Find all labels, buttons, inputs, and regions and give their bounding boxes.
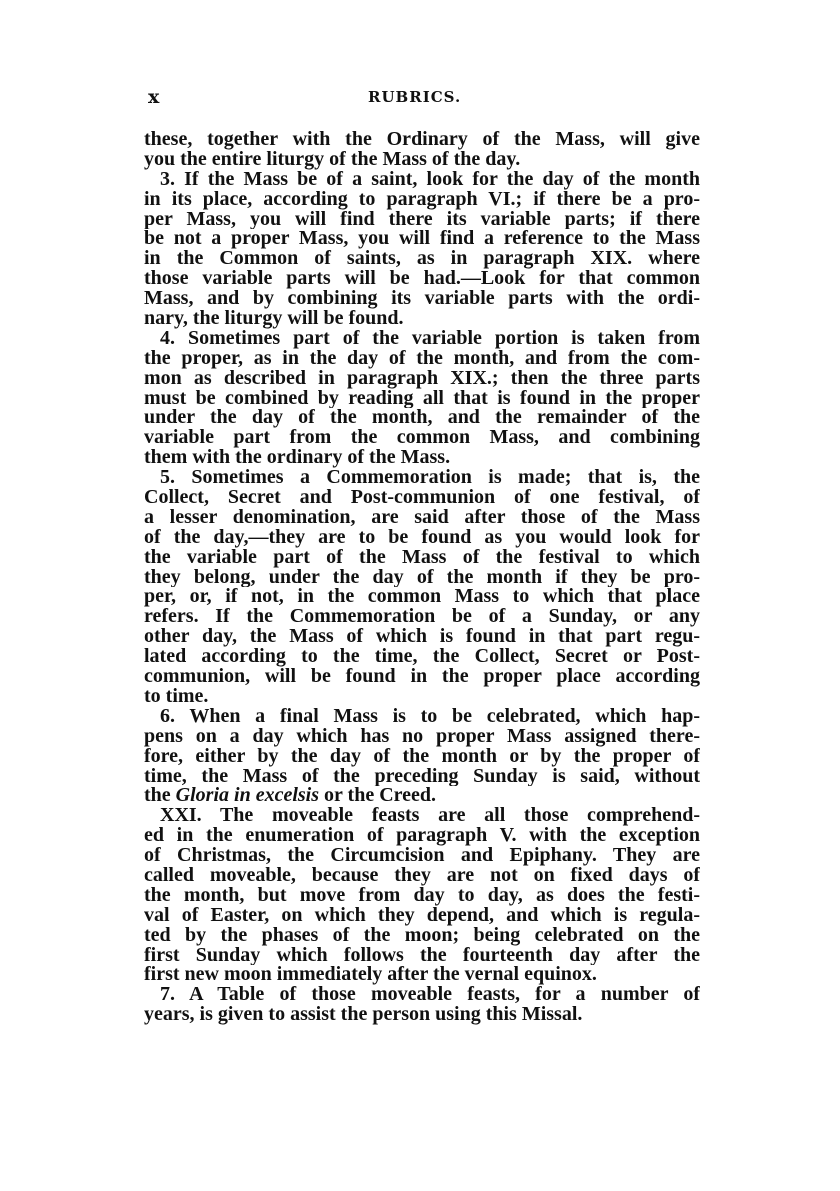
- text-line-content: first new moon immediately after the vernal equinox.: [144, 965, 597, 986]
- text-line-content: 5. Sometimes a Commemoration is made; that is, the: [160, 468, 700, 489]
- text-line: [144, 408, 700, 428]
- text-line-content: of Christmas, the Circumcision and Epiphany. They are: [144, 846, 700, 866]
- text-line-content: the: [144, 786, 176, 807]
- text-line-content: val of Easter, on which they depend, and which is regula-: [144, 905, 700, 926]
- text-line-content: variable part from the common Mass, and combining: [144, 428, 700, 449]
- text-line-content: under the day of the month, and the remainder of the: [144, 408, 700, 429]
- text-line-content: 4. Sometimes part of the variable portion is taken from: [160, 328, 700, 349]
- text-line-content: ed in the enumeration of paragraph V. with the exception: [144, 826, 700, 847]
- text-line: [144, 926, 700, 946]
- text-line-content: Mass, and by combining its variable parts with the ordi-: [144, 289, 700, 310]
- text-line-content: they belong, under the day of the month if they be pro-: [144, 567, 700, 588]
- text-line-content: communion, will be found in the proper place according: [144, 667, 700, 687]
- text-line-content: nary, the liturgy will be found.: [144, 309, 404, 329]
- text-line: [144, 906, 700, 926]
- text-line: [144, 985, 700, 1005]
- page-header: [148, 86, 698, 112]
- text-line-content: XXI. The moveable feasts are all those comprehend-: [160, 806, 700, 827]
- text-line: [144, 965, 700, 985]
- text-line: [144, 747, 700, 767]
- text-line: [144, 130, 700, 150]
- text-line-content: be not a proper Mass, you will find a reference to the Mass: [144, 229, 700, 250]
- text-line: [144, 627, 700, 647]
- text-line-content: of the day,—they are to be found as you would look for: [144, 527, 700, 548]
- text-line: [144, 508, 700, 528]
- text-line: [144, 727, 700, 747]
- text-line: [144, 428, 700, 448]
- text-line-content: them with the ordinary of the Mass.: [144, 448, 451, 469]
- text-line-content: 7. A Table of those moveable feasts, for a number of: [160, 985, 700, 1006]
- text-line: [144, 587, 700, 607]
- text-line-content: time, the Mass of the preceding Sunday is said, without: [144, 766, 700, 787]
- text-line: [144, 289, 700, 309]
- text-line: [144, 946, 700, 966]
- text-line-content: called moveable, because they are not on fixed days of: [144, 865, 700, 886]
- text-line: [144, 846, 700, 866]
- text-line: [144, 249, 700, 269]
- text-line-content: lated according to the time, the Collect, Secret or Post-: [144, 647, 700, 668]
- text-line: [144, 687, 700, 707]
- text-line-content: these, together with the Ordinary of the Mass, will give: [144, 130, 700, 150]
- text-line-content: ted by the phases of the moon; being celebrated on the: [144, 925, 700, 946]
- text-line-content: to time.: [144, 686, 209, 707]
- text-line-content: other day, the Mass of which is found in that part regu-: [144, 627, 700, 648]
- text-line-content: the variable part of the Mass of the festival to which: [144, 547, 700, 568]
- text-line-content: pens on a day which has no proper Mass assigned there-: [144, 726, 700, 747]
- text-line: [144, 190, 700, 210]
- text-line: [144, 448, 700, 468]
- text-line: [144, 309, 700, 329]
- text-line: [144, 229, 700, 249]
- text-line: [144, 607, 700, 627]
- text-line: [144, 826, 700, 846]
- text-line: [144, 767, 700, 787]
- text-line: [144, 548, 700, 568]
- text-line: [144, 866, 700, 886]
- text-line-content: per, or, if not, in the common Mass to which that place: [144, 587, 700, 608]
- text-line: [144, 1005, 700, 1025]
- text-line-content: in its place, according to paragraph VI.; if there be a pro-: [144, 189, 700, 210]
- running-head: RUBRICS.: [368, 88, 462, 106]
- text-line-content: years, is given to assist the person using this Missal.: [144, 1005, 583, 1026]
- text-line: [144, 528, 700, 548]
- text-line: [144, 170, 700, 190]
- page-number: x: [148, 86, 160, 108]
- italic-phrase: Gloria in excelsis: [175, 786, 320, 807]
- text-line: [144, 707, 700, 727]
- body-text: [144, 130, 700, 1025]
- text-line: [144, 210, 700, 230]
- text-line-content: fore, either by the day of the month or by the proper of: [144, 746, 700, 767]
- text-line: [144, 349, 700, 369]
- text-line: [144, 468, 700, 488]
- text-line-content: mon as described in paragraph XIX.; then the three parts: [144, 368, 700, 389]
- text-line: [144, 488, 700, 508]
- text-line: [144, 786, 700, 806]
- text-line: [144, 389, 700, 409]
- text-line: [144, 806, 700, 826]
- text-line-content: per Mass, you will find there its variable parts; if there: [144, 209, 700, 230]
- text-line: [144, 667, 700, 687]
- text-line-content: in the Common of saints, as in paragraph XIX. where: [144, 249, 700, 270]
- text-line: [144, 568, 700, 588]
- text-line-content: must be combined by reading all that is found in the proper: [144, 388, 700, 409]
- text-line-content: the month, but move from day to day, as does the festi-: [144, 885, 700, 906]
- text-line-content: those variable parts will be had.—Look for that common: [144, 269, 700, 290]
- text-line-continuation: or the Creed.: [319, 786, 437, 807]
- text-line: [144, 647, 700, 667]
- text-line-content: a lesser denomination, are said after those of the Mass: [144, 507, 700, 528]
- text-line-content: 3. If the Mass be of a saint, look for the day of the month: [160, 169, 700, 190]
- text-line: [144, 886, 700, 906]
- text-line: [144, 269, 700, 289]
- text-line-content: refers. If the Commemoration be of a Sunday, or any: [144, 607, 700, 628]
- text-line-content: 6. When a final Mass is to be celebrated, which hap-: [160, 706, 700, 727]
- text-line: [144, 150, 700, 170]
- text-line-content: the proper, as in the day of the month, and from the com-: [144, 348, 700, 369]
- text-line: [144, 369, 700, 389]
- text-line-content: Collect, Secret and Post-communion of one festival, of: [144, 488, 700, 508]
- text-line: [144, 329, 700, 349]
- text-line-content: first Sunday which follows the fourteenth day after the: [144, 945, 700, 966]
- text-line-content: you the entire liturgy of the Mass of the day.: [144, 149, 521, 170]
